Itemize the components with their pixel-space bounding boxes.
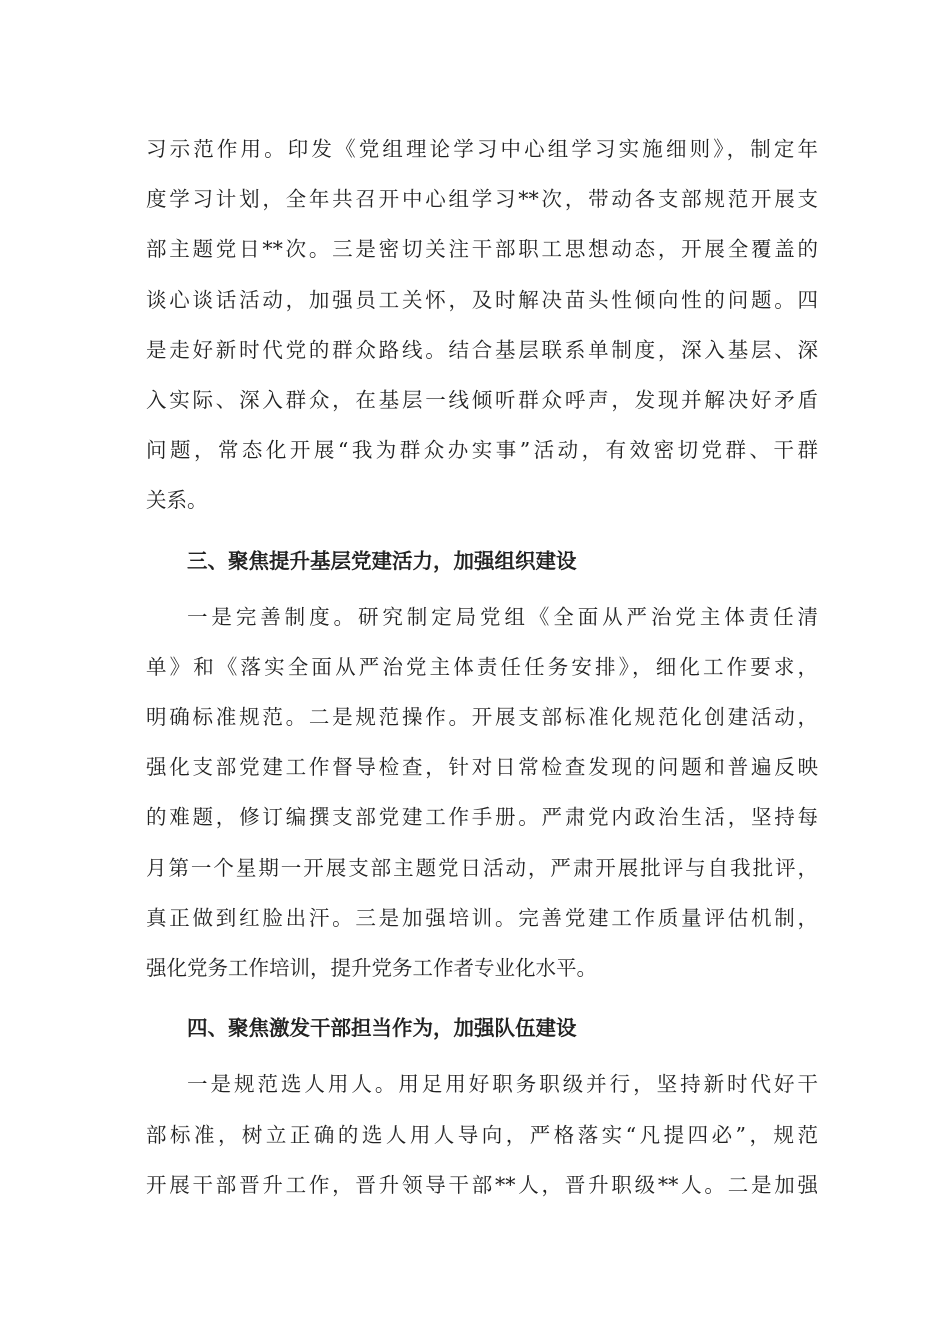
text-line: 的难题，修订编撰支部党建工作手册。严肃党内政治生活，坚持每 xyxy=(146,805,818,830)
text-line: 一是规范选人用人。用足用好职务职级并行，坚持新时代好干 xyxy=(187,1072,818,1097)
section-heading-3: 三、聚焦提升基层党建活力，加强组织建设 xyxy=(187,548,577,573)
text-line: 开展干部晋升工作，晋升领导干部**人，晋升职级**人。二是加强 xyxy=(146,1172,818,1197)
text-line: 强化支部党建工作督导检查，针对日常检查发现的问题和普遍反映 xyxy=(146,755,818,780)
paragraph-1 xyxy=(146,124,818,526)
text-line: 强化党务工作培训，提升党务工作者专业化水平。 xyxy=(146,956,597,980)
text-line: 谈心谈话活动，加强员工关怀，及时解决苗头性倾向性的问题。四 xyxy=(146,287,818,312)
text-line: 关系。 xyxy=(146,488,208,513)
text-line: 部标准，树立正确的选人用人导向，严格落实“凡提四必”，规范 xyxy=(146,1122,818,1147)
text-line: 习示范作用。印发《党组理论学习中心组学习实施细则》，制定年 xyxy=(146,137,818,161)
section-heading-4: 四、聚焦激发干部担当作为，加强队伍建设 xyxy=(187,1016,577,1041)
text-line: 单》和《落实全面从严治党主体责任任务安排》，细化工作要求， xyxy=(146,654,818,679)
text-line: 度学习计划，全年共召开中心组学习**次，带动各支部规范开展支 xyxy=(146,187,818,212)
text-line: 一是完善制度。研究制定局党组《全面从严治党主体责任清 xyxy=(187,604,818,629)
paragraph-3 xyxy=(146,1059,818,1210)
text-line: 入实际、深入群众，在基层一线倾听群众呼声，发现并解决好矛盾 xyxy=(146,387,818,412)
paragraph-2 xyxy=(146,592,818,994)
text-line: 问题，常态化开展“我为群众办实事”活动，有效密切党群、干群 xyxy=(146,438,818,463)
text-line: 明确标准规范。二是规范操作。开展支部标准化规范化创建活动， xyxy=(146,705,818,730)
text-line: 是走好新时代党的群众路线。结合基层联系单制度，深入基层、深 xyxy=(146,337,818,362)
document-page xyxy=(146,124,818,1210)
text-line: 真正做到红脸出汗。三是加强培训。完善党建工作质量评估机制， xyxy=(146,905,818,930)
text-line: 部主题党日**次。三是密切关注干部职工思想动态，开展全覆盖的 xyxy=(146,237,818,262)
text-line: 月第一个星期一开展支部主题党日活动，严肃开展批评与自我批评， xyxy=(146,855,818,880)
